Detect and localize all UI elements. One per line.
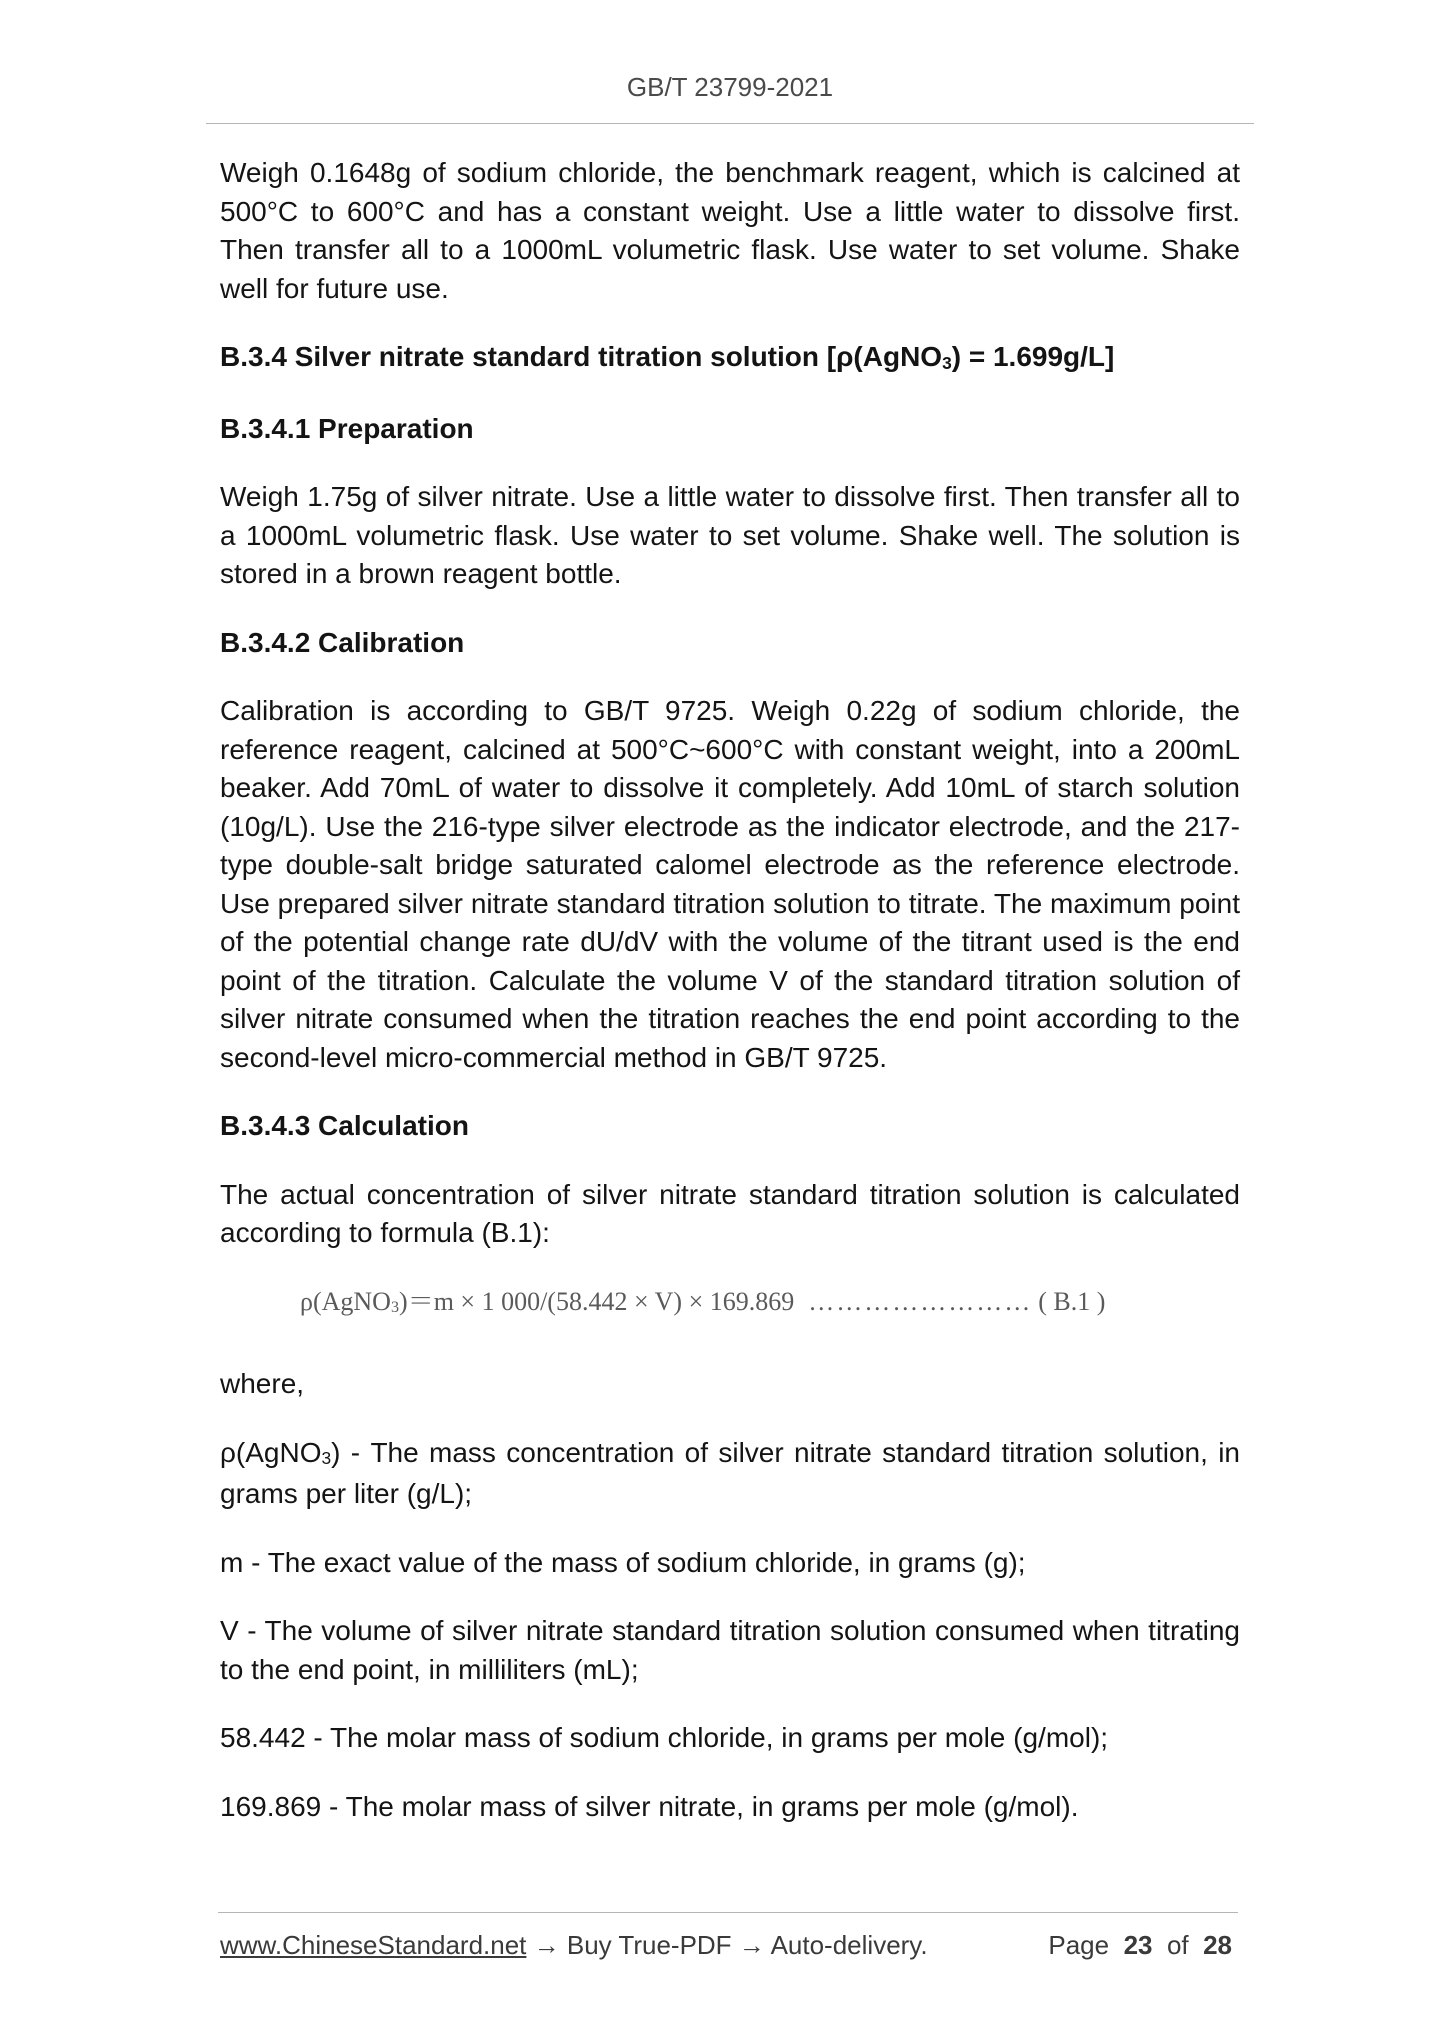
paragraph-nacl-weighing: Weigh 0.1648g of sodium chloride, the benchmark reagent, which is calcined at 500°C to 600°C and has a constant weight. Use a little water to dissolve first. Then transfer all to a 1000mL volumetric flask. Use water to set volume. Shake well for future use. bbox=[220, 157, 1240, 304]
definition-nacl-molar-mass: 58.442 - The molar mass of sodium chloride, in grams per mole (g/mol); bbox=[220, 1722, 1109, 1753]
heading-b341: B.3.4.1 Preparation bbox=[220, 412, 474, 444]
heading-b34 bbox=[220, 338, 1240, 380]
heading-b342: B.3.4.2 Calibration bbox=[220, 626, 465, 658]
formula-equation-number: ( B.1 ) bbox=[1038, 1286, 1106, 1316]
heading-b34-suffix: ) = 1.699g/L] bbox=[951, 341, 1115, 372]
formula-lhs bbox=[300, 1283, 794, 1326]
page-footer bbox=[220, 1930, 1232, 1961]
formula-rhs: )＝m × 1 000/(58.442 × V) × 169.869 bbox=[399, 1286, 795, 1316]
paragraph-calculation-intro: The actual concentration of silver nitrate standard titration solution is calculated according to formula (B.1): bbox=[220, 1178, 1240, 1248]
definition-m: m - The exact value of the mass of sodium chloride, in grams (g); bbox=[220, 1546, 1026, 1578]
definition-rho bbox=[220, 1434, 1240, 1514]
page-label: Page bbox=[1048, 1930, 1110, 1960]
page-current: 23 bbox=[1123, 1930, 1153, 1960]
page-indicator bbox=[1048, 1930, 1232, 1961]
formula-b1 bbox=[300, 1283, 1240, 1326]
formula-leader-dots: …………………… bbox=[808, 1286, 1033, 1316]
heading-b34-subscript: 3 bbox=[942, 352, 952, 373]
where-label: where, bbox=[220, 1368, 305, 1399]
footer-promo-text: → Buy True-PDF → Auto-delivery. bbox=[526, 1930, 928, 1960]
header-divider bbox=[206, 123, 1254, 124]
document-code-header: GB/T 23799-2021 bbox=[626, 72, 834, 102]
heading-b34-prefix: B.3.4 Silver nitrate standard titration solution [ρ(AgNO bbox=[220, 341, 943, 372]
definition-v: V - The volume of silver nitrate standard titration solution consumed when titrating to the end point, in milliliters (mL); bbox=[220, 1615, 1240, 1685]
paragraph-calibration: Calibration is according to GB/T 9725. Weigh 0.22g of sodium chloride, the reference reagent, calcined at 500°C~600°C with constant weight, into a 200mL beaker. Add 70mL of water to dissolve it completely. Add 10mL of starch solution (10g/L). Use the 216-type silver electrode as the indicator electrode, and the 217-type double-salt bridge saturated calomel electrode as the reference electrode. Use prepared silver nitrate standard titration solution to titrate. The maximum point of the potential change rate dU/dV with the volume of the titrant used is the end point of the titration. Calculate the volume V of the standard titration solution of silver nitrate consumed when the titration reaches the end point according to the second-level micro-commercial method in GB/T 9725. bbox=[220, 695, 1240, 1073]
page-content bbox=[220, 154, 1240, 1856]
website-link[interactable]: www.ChineseStandard.net bbox=[220, 1930, 527, 1960]
definition-agno3-molar-mass: 169.869 - The molar mass of silver nitrate, in grams per mole (g/mol). bbox=[220, 1790, 1079, 1822]
definition-rho-text: ) - The mass concentration of silver nitrate standard titration solution, in grams per liter (g/L); bbox=[220, 1436, 1240, 1509]
footer-divider bbox=[218, 1912, 1238, 1913]
footer-promo bbox=[220, 1930, 928, 1961]
page-total: 28 bbox=[1203, 1930, 1232, 1960]
page-of-label: of bbox=[1166, 1930, 1189, 1960]
paragraph-preparation: Weigh 1.75g of silver nitrate. Use a little water to dissolve first. Then transfer all to a 1000mL volumetric flask. Use water to set volume. Shake well. The solution is stored in a brown reagent bottle. bbox=[220, 481, 1240, 589]
definition-rho-subscript: 3 bbox=[321, 1448, 332, 1469]
formula-lhs-subscript: 3 bbox=[390, 1298, 400, 1316]
formula-lhs-prefix: ρ(AgNO bbox=[300, 1286, 391, 1316]
definition-rho-prefix: ρ(AgNO bbox=[220, 1436, 322, 1468]
heading-b343: B.3.4.3 Calculation bbox=[220, 1110, 469, 1141]
